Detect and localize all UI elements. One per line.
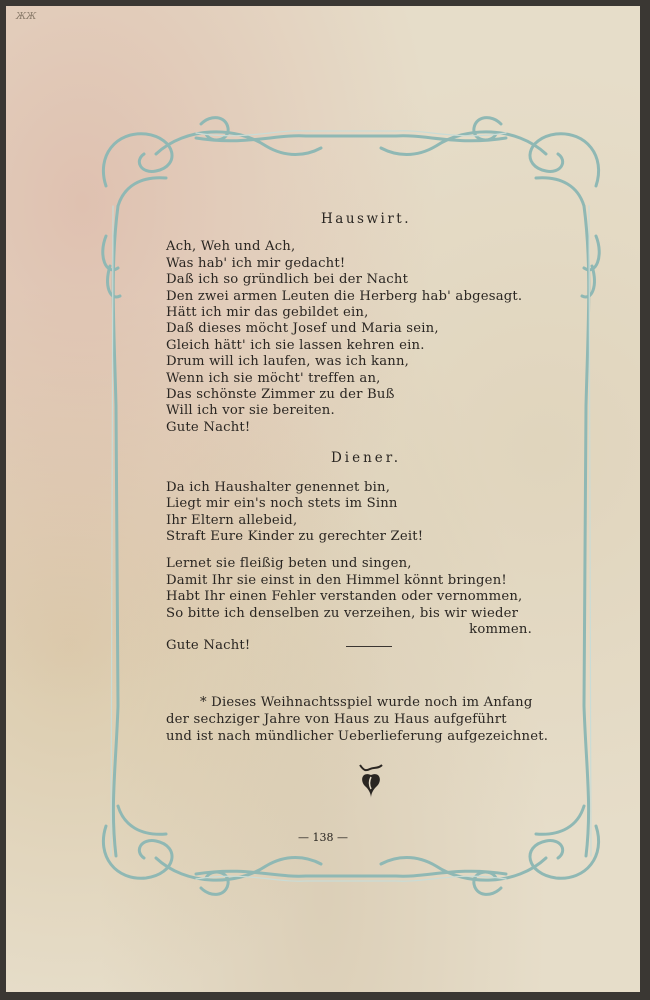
- heading-hauswirt: Hauswirt.: [321, 211, 411, 227]
- verse-line: Daß ich so gründlich bei der Nacht: [166, 272, 409, 288]
- verse-line: Gleich hätt' ich sie lassen kehren ein.: [166, 337, 425, 353]
- verse-line: Hätt ich mir das gebildet ein,: [166, 305, 369, 321]
- footnote: [166, 694, 566, 745]
- verse-line: Da ich Haushalter genennet bin,: [166, 479, 391, 495]
- verse-line: Daß dieses möcht Josef und Maria sein,: [166, 321, 439, 337]
- verse-line: Was hab' ich mir gedacht!: [166, 255, 346, 271]
- book-page: [6, 6, 640, 992]
- heading-diener: Diener.: [330, 450, 402, 467]
- verse-line: Ach, Weh und Ach,: [166, 239, 296, 255]
- verse-line: Liegt mir ein's noch stets im Sinn: [166, 496, 398, 512]
- verse-line: Wenn ich sie möcht' treffen an,: [166, 370, 381, 386]
- verse-line: Damit Ihr sie einst in den Himmel könnt bringen!: [166, 572, 507, 588]
- verse-line: Drum will ich laufen, was ich kann,: [166, 354, 410, 370]
- verse-line: Habt Ihr einen Fehler verstanden oder vernommen,: [166, 589, 523, 605]
- verse-line: Den zwei armen Leuten die Herberg hab' abgesagt.: [166, 288, 523, 304]
- verse-carry-over: kommen.: [469, 621, 532, 637]
- verse-line: Will ich vor sie bereiten.: [166, 403, 335, 419]
- verse-line: Gute Nacht!: [166, 638, 251, 654]
- verse-line: Lernet sie fleißig beten und singen,: [166, 556, 412, 572]
- footnote-line: und ist nach mündlicher Ueberlieferung aufgezeichnet.: [166, 728, 549, 744]
- verse-line: So bitte ich denselben zu verzeihen, bis wir wieder: [166, 605, 519, 621]
- verse-line: Straft Eure Kinder zu gerechter Zeit!: [166, 528, 424, 544]
- verse-line: Gute Nacht!: [166, 419, 251, 435]
- text-block: [166, 211, 566, 745]
- footnote-line: der sechziger Jahre von Haus zu Haus aufgeführt: [166, 711, 507, 727]
- heart-vignette-icon: [356, 761, 386, 801]
- footnote-line: * Dieses Weihnachtsspiel wurde noch im Anfang: [200, 694, 533, 710]
- pencil-mark: ЖЖ: [16, 12, 37, 22]
- verse-line: Das schönste Zimmer zu der Buß: [166, 387, 395, 403]
- verse-line: Ihr Eltern allebeid,: [166, 512, 298, 528]
- section-divider: [346, 646, 392, 647]
- page-number: — 138 —: [298, 831, 348, 844]
